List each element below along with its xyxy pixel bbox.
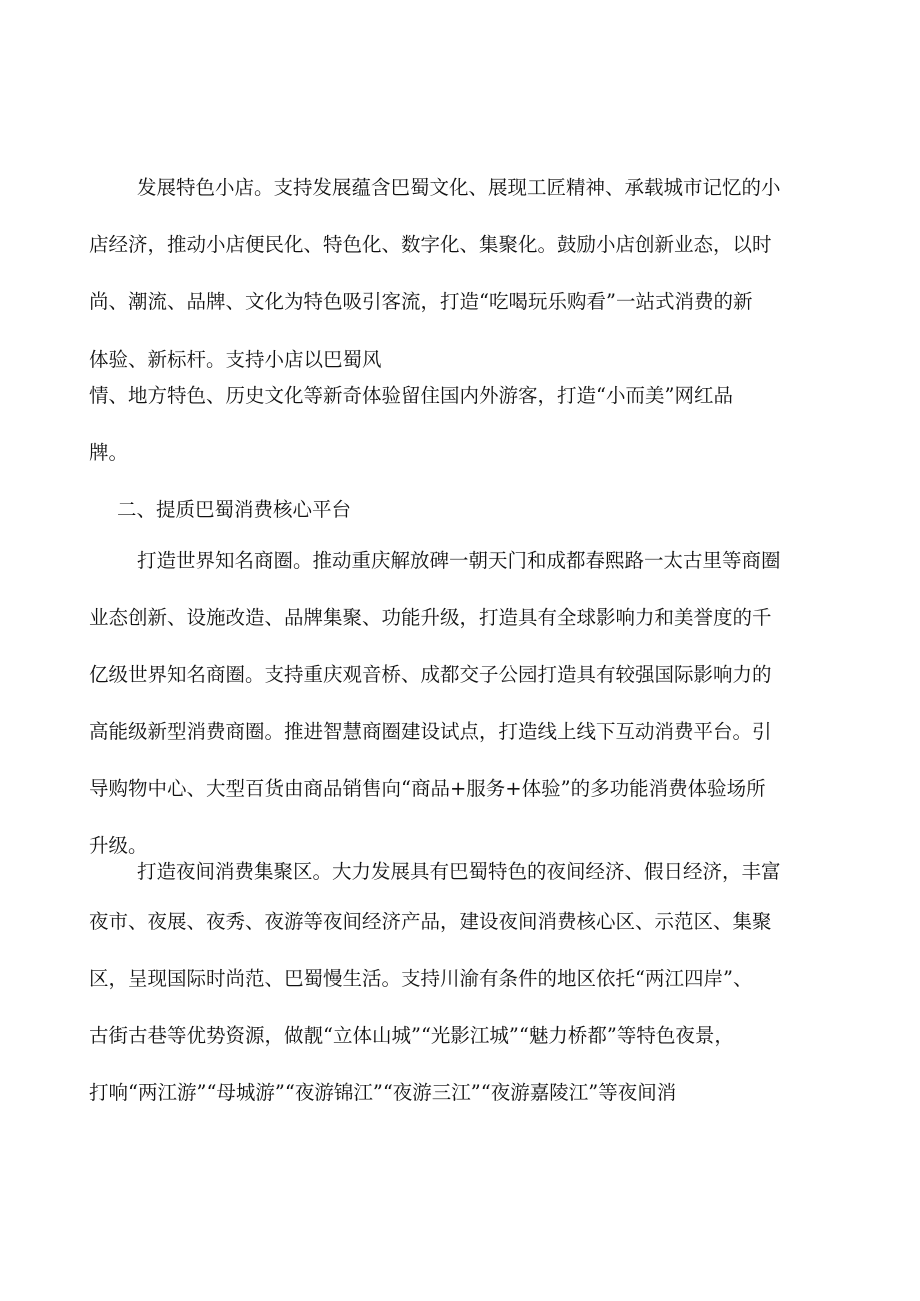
text-line: 高能级新型消费商圈。推进智慧商圈建设试点，打造线上线下互动消费平台。引: [89, 720, 772, 743]
text-line: 店经济，推动小店便民化、特色化、数字化、集聚化。鼓励小店创新业态，以时: [89, 233, 772, 256]
text-line: 打造夜间消费集聚区。大力发展具有巴蜀特色的夜间经济、假日经济，丰富: [137, 860, 781, 883]
text-line: 情、地方特色、历史文化等新奇体验留住国内外游客，打造“小而美”网红品: [89, 384, 733, 407]
text-line: 体验、新标杆。支持小店以巴蜀风: [89, 348, 382, 371]
text-line: 尚、潮流、品牌、文化为特色吸引客流，打造“吃喝玩乐购看”一站式消费的新: [89, 290, 753, 313]
text-line: 牌。: [89, 441, 129, 464]
text-line: 古街古巷等优势资源，做靓“立体山城”“光影江城”“魅力桥都”等特色夜景，: [89, 1024, 734, 1047]
text-line: 业态创新、设施改造、品牌集聚、功能升级，打造具有全球影响力和美誉度的千: [89, 606, 772, 629]
text-line: 打响“两江游”“母城游”“夜游锦江”“夜游三江”“夜游嘉陵江”等夜间消: [89, 1081, 677, 1104]
text-line: 区，呈现国际时尚范、巴蜀慢生活。支持川渝有条件的地区依托“两江四岸”、: [89, 967, 753, 990]
text-line: 导购物中心、大型百货由商品销售向“商品+服务+体验”的多功能消费体验场所: [89, 777, 766, 800]
section-heading: 二、提质巴蜀消费核心平台: [117, 498, 352, 521]
text-line: 发展特色小店。支持发展蕴含巴蜀文化、展现工匠精神、承载城市记忆的小: [137, 176, 781, 199]
text-line: 打造世界知名商圈。推动重庆解放碑一朝天门和成都春熙路一太古里等商圈: [137, 549, 781, 572]
text-line: 升级。: [89, 834, 148, 857]
text-line: 夜市、夜展、夜秀、夜游等夜间经济产品，建设夜间消费核心区、示范区、集聚: [89, 910, 772, 933]
text-line: 亿级世界知名商圈。支持重庆观音桥、成都交子公园打造具有较强国际影响力的: [89, 663, 772, 686]
